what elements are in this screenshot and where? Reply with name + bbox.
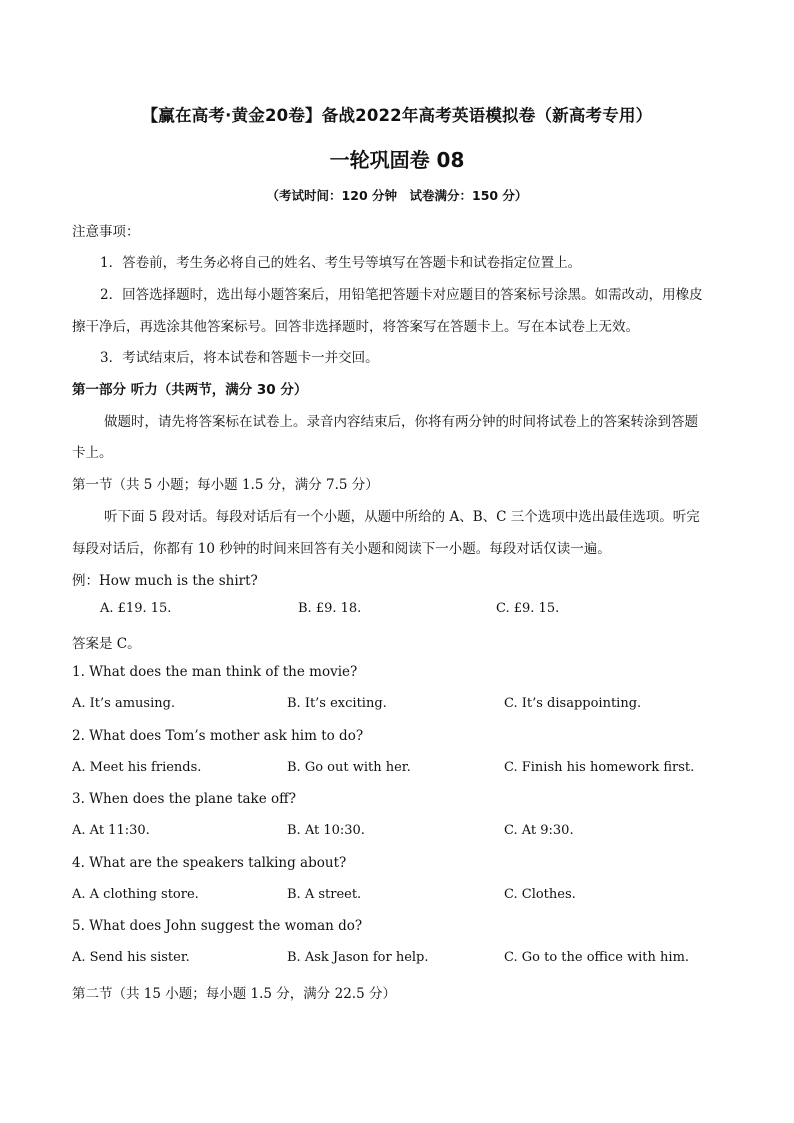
exam-subtitle: 一轮巩固卷 08 (329, 148, 465, 172)
option: A. At 11:30. (72, 823, 150, 838)
note-item: 3．考试结束后，将本试卷和答题卡一并交回。 (100, 350, 379, 366)
question-2: 2. What does Tom’s mother ask him to do? (72, 728, 364, 744)
option: A. Meet his friends. (72, 760, 202, 775)
question-1: 1. What does the man think of the movie? (72, 664, 358, 680)
question-5: 5. What does John suggest the woman do? (72, 918, 363, 934)
option: C. It’s disappointing. (504, 696, 642, 711)
exam-time-score: （考试时间：120 分钟 试卷满分：150 分） (266, 188, 528, 203)
option: C. Go to the office with him. (504, 950, 690, 965)
note-item: 2．回答选择题时，选出每小题答案后，用铅笔把答题卡对应题目的答案标号涂黑。如需改动，用橡皮 (100, 287, 703, 303)
option: A. It’s amusing. (72, 696, 176, 711)
example-option: C. £9. 15. (496, 601, 560, 616)
question-4: 4. What are the speakers talking about? (72, 855, 347, 871)
section2-heading: 第二节（共 15 小题；每小题 1.5 分，满分 22.5 分） (72, 986, 396, 1002)
note-item: 1．答卷前，考生务必将自己的姓名、考生号等填写在答题卡和试卷指定位置上。 (100, 255, 582, 271)
option: C. Clothes. (504, 887, 576, 902)
example-option: A. £19. 15. (100, 601, 172, 616)
part1-heading: 第一部分 听力（共两节，满分 30 分） (72, 382, 308, 398)
option: B. It’s exciting. (287, 696, 387, 711)
example-answer: 答案是 C。 (72, 636, 141, 652)
option: A. Send his sister. (72, 950, 190, 965)
option: C. Finish his homework first. (504, 760, 695, 775)
example-question: 例：How much is the shirt? (72, 573, 258, 589)
question-3: 3. When does the plane take off? (72, 791, 296, 807)
notes-heading: 注意事项： (72, 224, 140, 240)
example-option: B. £9. 18. (298, 601, 362, 616)
option: B. At 10:30. (287, 823, 365, 838)
part1-intro: 卡上。 (72, 445, 113, 461)
section1-intro: 听下面 5 段对话。每段对话后有一个小题，从题中所给的 A、B、C 三个选项中选出最佳选项。听完 (104, 509, 700, 525)
option: B. Ask Jason for help. (287, 950, 429, 965)
section1-intro: 每段对话后，你都有 10 秒钟的时间来回答有关小题和阅读下一小题。每段对话仅读一遍。 (72, 541, 611, 557)
exam-title: 【赢在高考·黄金20卷】备战2022年高考英语模拟卷（新高考专用） (141, 106, 653, 125)
note-item: 擦干净后，再选涂其他答案标号。回答非选择题时，将答案写在答题卡上。写在本试卷上无效。 (72, 319, 639, 335)
option: A. A clothing store. (72, 887, 199, 902)
option: B. A street. (287, 887, 362, 902)
section1-heading: 第一节（共 5 小题；每小题 1.5 分，满分 7.5 分） (72, 477, 379, 493)
option: C. At 9:30. (504, 823, 574, 838)
part1-intro: 做题时，请先将答案标在试卷上。录音内容结束后，你将有两分钟的时间将试卷上的答案转涂到答题 (104, 414, 698, 430)
option: B. Go out with her. (287, 760, 411, 775)
